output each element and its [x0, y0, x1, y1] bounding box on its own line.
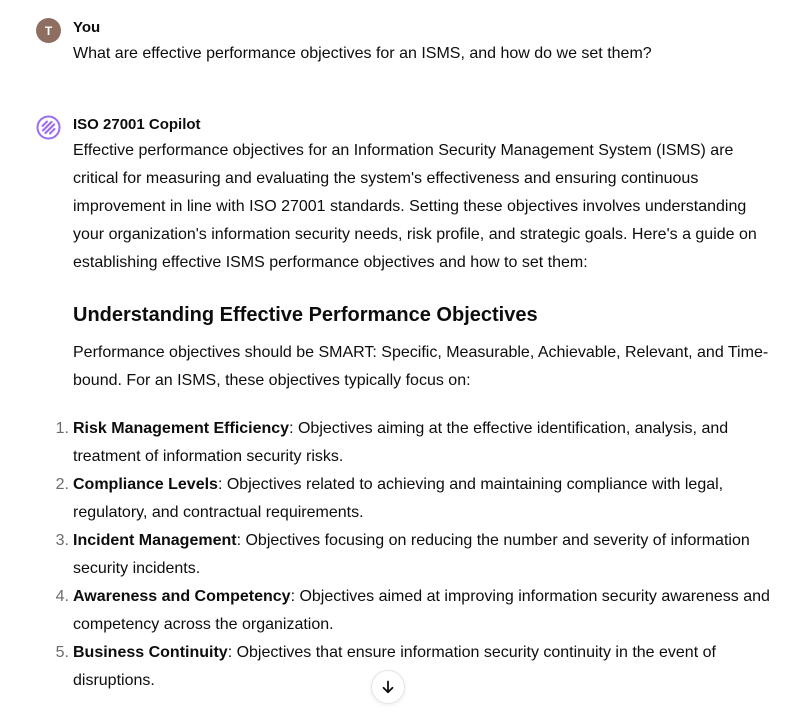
list-item-description: : Objectives that ensure information security continuity in the event of disruptions.: [73, 644, 716, 689]
list-item-term: Incident Management: [73, 532, 237, 549]
list-item-number: 4.: [55, 588, 69, 605]
list-item-number: 3.: [55, 532, 69, 549]
assistant-message-body: [55, 113, 781, 695]
list-item-description: : Objectives related to achieving and maintaining compliance with legal, regulatory, and contractual requirements.: [73, 476, 724, 521]
list-item-term: Risk Management Efficiency: [73, 420, 290, 437]
assistant-avatar: [36, 115, 61, 140]
list-item-description: : Objectives focusing on reducing the number and severity of information security incidents.: [73, 532, 750, 577]
list-item-term: Awareness and Competency: [73, 588, 291, 605]
list-item-term: Compliance Levels: [73, 476, 218, 493]
purple-waves-logo-icon: [36, 115, 61, 140]
section-heading: Understanding Effective Performance Objectives: [73, 304, 538, 326]
list-item: [55, 639, 781, 695]
list-item-description: : Objectives aimed at improving information security awareness and competency across the organization.: [73, 588, 770, 633]
list-item: [55, 583, 781, 639]
user-author-name: You: [73, 19, 101, 36]
scroll-to-bottom-button[interactable]: [371, 670, 405, 704]
user-message-text: What are effective performance objectives for an ISMS, and how do we set them?: [73, 45, 652, 62]
user-avatar: [36, 18, 61, 43]
assistant-intro-paragraph: Effective performance objectives for an Information Security Management System (ISMS) are critical for measuring and evaluating the system's effectiveness and ensuring continuous improvement in line with ISO 27001 standards. Setting these objectives involves understanding your organization's information security needs, risk profile, and strategic goals. Here's a guide on establishing effective ISMS performance objectives and how to set them:: [73, 142, 757, 271]
list-item-number: 1.: [55, 420, 69, 437]
list-item: [55, 527, 781, 583]
user-avatar-initial: T: [44, 23, 53, 38]
user-message-body: [73, 16, 781, 66]
list-item-number: 2.: [55, 476, 69, 493]
list-item-number: 5.: [55, 644, 69, 661]
list-item-term: Business Continuity: [73, 644, 228, 661]
list-item: [55, 415, 781, 471]
section-paragraph: Performance objectives should be SMART: Specific, Measurable, Achievable, Relevant, and Time-bound. For an ISMS, these objectives typically focus on:: [73, 344, 769, 389]
objectives-list: [55, 415, 781, 695]
list-item: [55, 471, 781, 527]
arrow-down-icon: [380, 679, 396, 695]
list-item-description: : Objectives aiming at the effective identification, analysis, and treatment of information security risks.: [73, 420, 729, 465]
assistant-author-name: ISO 27001 Copilot: [73, 116, 201, 133]
